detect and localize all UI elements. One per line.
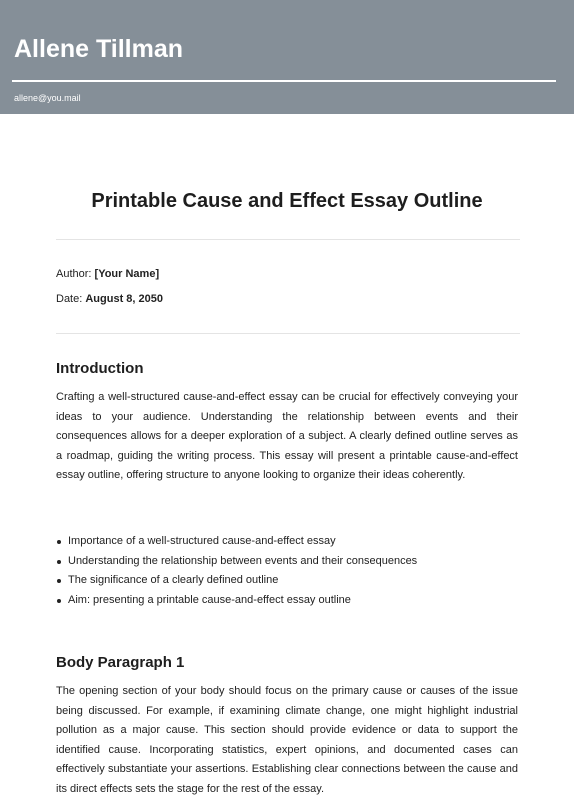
document-title: Printable Cause and Effect Essay Outline [91, 190, 483, 212]
author-name-heading: Allene Tillman [14, 35, 184, 63]
author-email: allene@you.mail [14, 93, 81, 103]
list-item: Aim: presenting a printable cause-and-effect essay outline [56, 591, 417, 611]
list-item: Understanding the relationship between events and their consequences [56, 552, 417, 572]
introduction-bullet-list [56, 532, 417, 611]
date-label: Date: [56, 293, 83, 305]
list-item: The significance of a clearly defined outline [56, 571, 417, 591]
author-label: Author: [56, 268, 92, 280]
body-paragraph-1-heading: Body Paragraph 1 [56, 654, 185, 671]
meta-divider [56, 333, 520, 334]
introduction-paragraph: Crafting a well-structured cause-and-effect essay can be crucial for effectively conveying your ideas to your audience. Understanding the relationship between events and their consequences allows for a deeper exploration of a subject. A clearly defined outline serves as a roadmap, guiding the writing process. This essay will present a printable cause-and-effect essay outline, offering structure to anyone looking to organize their ideas coherently. [56, 391, 518, 482]
header-divider [12, 80, 556, 82]
header-banner [0, 0, 574, 114]
date-value: August 8, 2050 [85, 293, 163, 305]
author-value: [Your Name] [94, 268, 160, 280]
body-paragraph-1-text: The opening section of your body should focus on the primary cause or causes of the issue being discussed. For example, if examining climate change, one might highlight industrial pollution as a major cause. This section should provide evidence or data to support the identified cause. Incorporating statistics, expert opinions, and documented cases can effectively substantiate your assertions. Establishing clear connections between the cause and its direct effects sets the stage for the rest of the essay. [56, 685, 518, 795]
list-item: Importance of a well-structured cause-and-effect essay [56, 532, 417, 552]
title-divider [56, 239, 520, 240]
date-line [56, 292, 163, 306]
author-line [56, 267, 159, 281]
introduction-heading: Introduction [56, 360, 144, 377]
